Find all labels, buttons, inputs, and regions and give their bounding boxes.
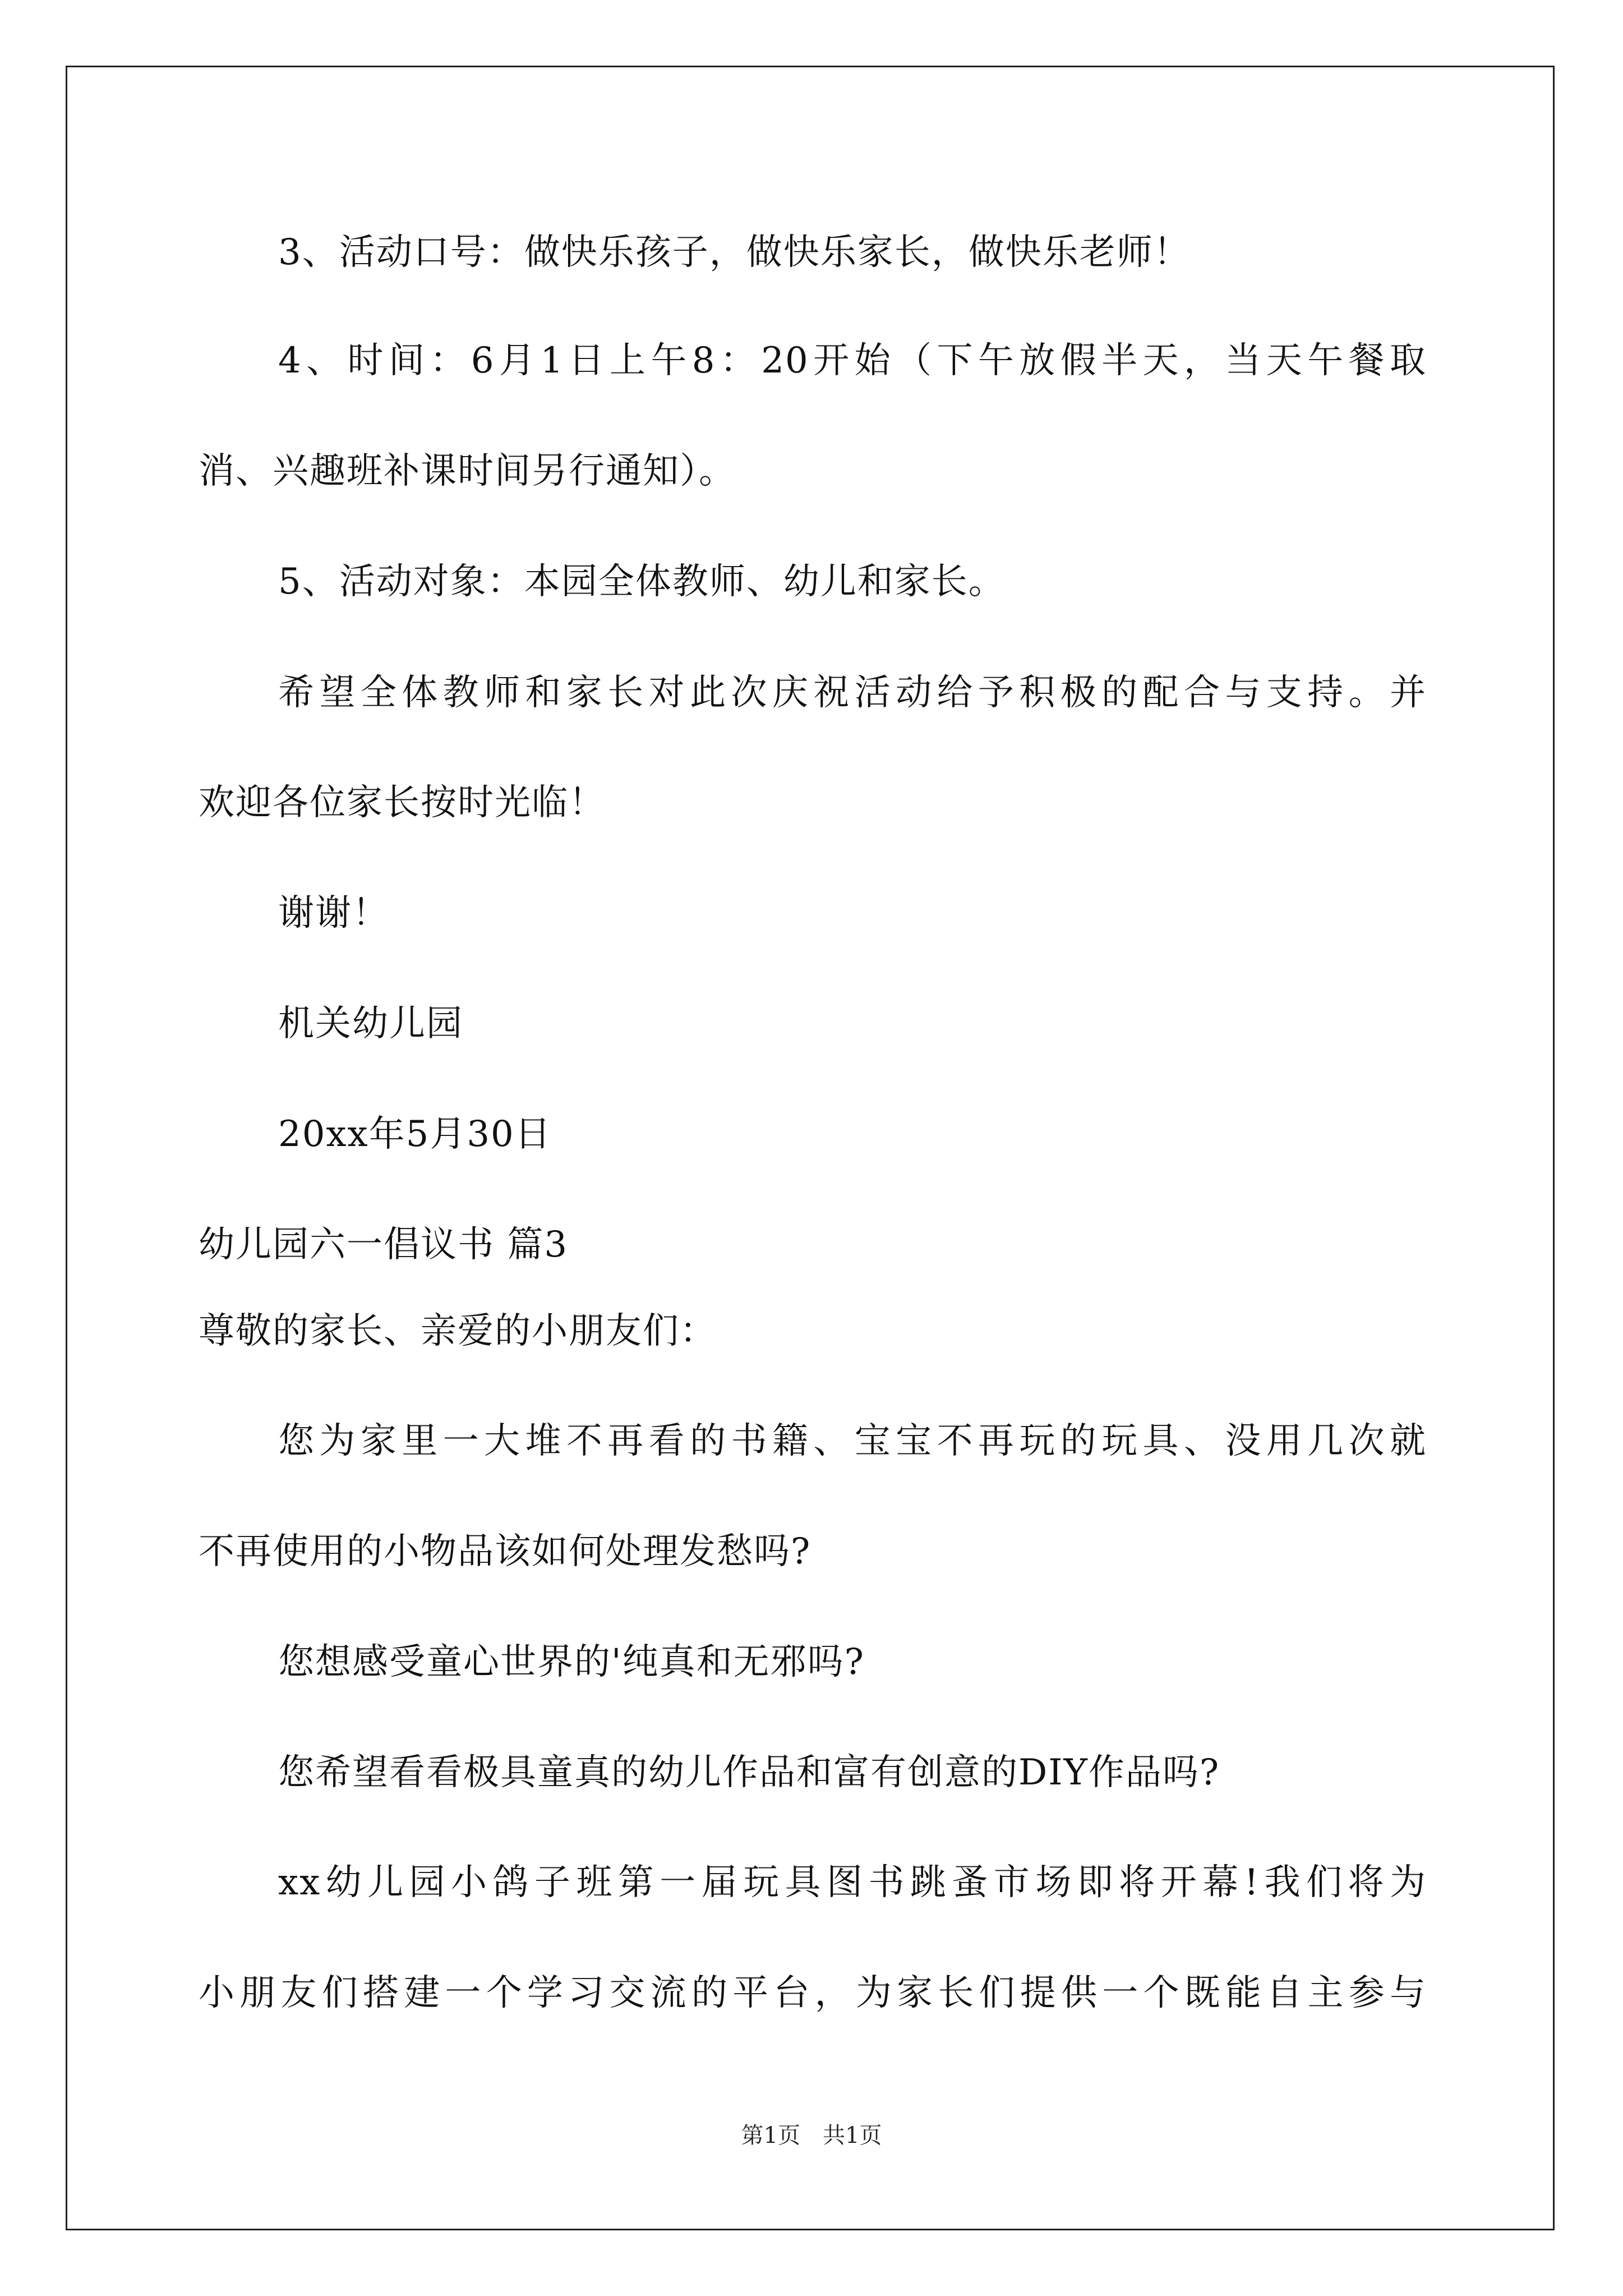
paragraph-time-line1: 4、时间：6月1日上午8：20开始（下午放假半天，当天午餐取 <box>278 340 1427 381</box>
paragraph-question1-line2: 不再使用的小物品该如何处理发愁吗? <box>199 1531 811 1572</box>
paragraph-thanks: 谢谢！ <box>278 892 389 934</box>
paragraph-question3: 您希望看看极具童真的幼儿作品和富有创意的DIY作品吗? <box>278 1752 1220 1793</box>
signature-organization: 机关幼儿园 <box>278 1003 463 1045</box>
paragraph-question2: 您想感受童心世界的'纯真和无邪吗? <box>278 1641 865 1683</box>
paragraph-question1-line1: 您为家里一大堆不再看的书籍、宝宝不再玩的玩具、没用几次就 <box>278 1420 1427 1462</box>
paragraph-time-line2: 消、兴趣班补课时间另行通知）。 <box>199 450 736 492</box>
salutation: 尊敬的家长、亲爱的小朋友们： <box>199 1310 717 1352</box>
paragraph-hope-line1: 希望全体教师和家长对此次庆祝活动给予积极的配合与支持。并 <box>278 672 1427 714</box>
page-number-footer: 第1页 共1页 <box>741 2123 882 2148</box>
paragraph-announcement-line1: xx幼儿园小鸽子班第一届玩具图书跳蚤市场即将开幕!我们将为 <box>278 1862 1427 1903</box>
paragraph-slogan: 3、活动口号：做快乐孩子，做快乐家长，做快乐老师！ <box>278 232 1191 273</box>
paragraph-announcement-line2: 小朋友们搭建一个学习交流的平台，为家长们提供一个既能自主参与 <box>199 1972 1427 2014</box>
signature-date: 20xx年5月30日 <box>278 1114 552 1155</box>
section-heading: 幼儿园六一倡议书 篇3 <box>199 1224 569 1266</box>
paragraph-hope-line2: 欢迎各位家长按时光临！ <box>199 782 606 823</box>
paragraph-audience: 5、活动对象：本园全体教师、幼儿和家长。 <box>278 561 1006 602</box>
